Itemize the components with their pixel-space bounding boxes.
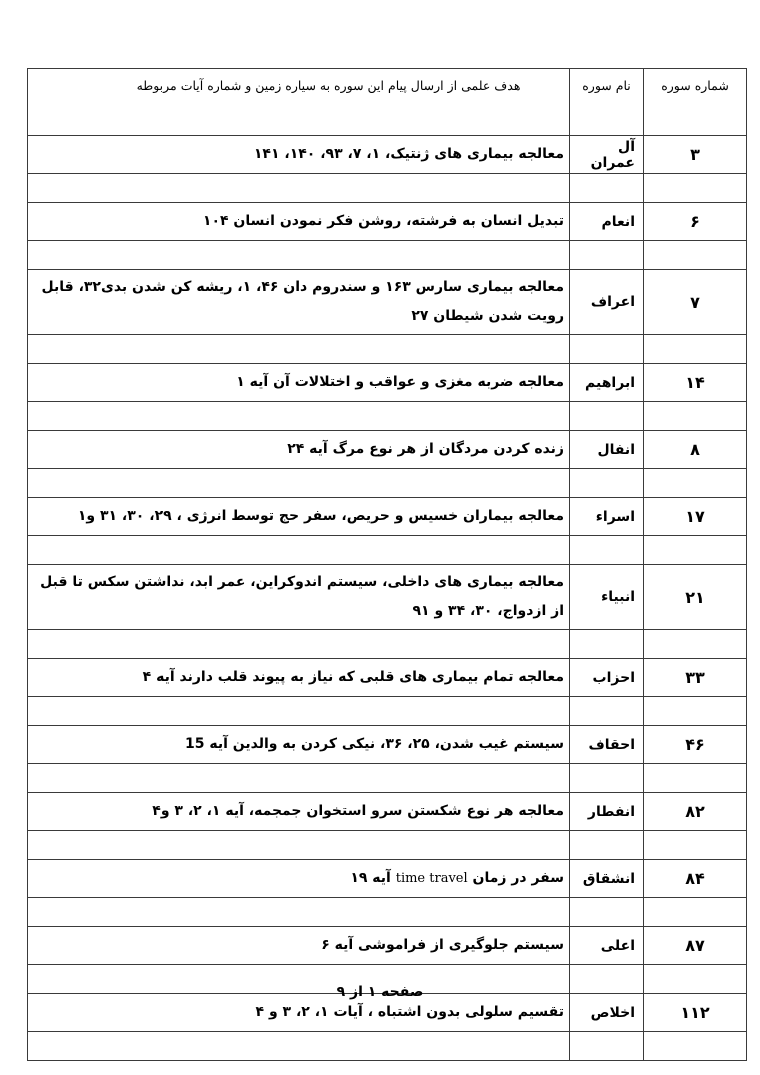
- empty-row: [28, 697, 747, 726]
- table-row: [28, 136, 747, 174]
- surah-table: [27, 68, 747, 1061]
- surah-number: ۸۴: [644, 860, 747, 898]
- table-row: [28, 431, 747, 469]
- surah-goal: معالجه بیماری های داخلی، سیستم اندوکراین، عمر ابد، نداشتن سکس تا قبل از ازدواج، ۳۰، ۳۴ و ۹۱: [28, 565, 570, 630]
- surah-name: انفطار: [570, 793, 644, 831]
- surah-name: انشقاق: [570, 860, 644, 898]
- surah-goal: [28, 860, 570, 898]
- surah-name: انبیاء: [570, 565, 644, 630]
- surah-name: آل عمران: [570, 136, 644, 174]
- surah-number: ۳۳: [644, 659, 747, 697]
- surah-number: ۱۷: [644, 498, 747, 536]
- empty-row: [28, 764, 747, 793]
- empty-row: [28, 898, 747, 927]
- table-row: [28, 364, 747, 402]
- table-row: [28, 498, 747, 536]
- page-footer: صفحه ۱ از ۹: [336, 984, 424, 1000]
- goal-text-latin: time travel: [395, 871, 468, 886]
- surah-goal: معالجه هر نوع شکستن سرو استخوان جمجمه، آیه ۱، ۲، ۳ و۴: [28, 793, 570, 831]
- table-row: [28, 659, 747, 697]
- empty-row: [28, 536, 747, 565]
- surah-name: اسراء: [570, 498, 644, 536]
- empty-row: [28, 402, 747, 431]
- surah-goal: زنده کردن مردگان از هر نوع مرگ آیه ۲۴: [28, 431, 570, 469]
- header-goal: هدف علمی از ارسال پیام این سوره به سیاره زمین و شماره آیات مربوطه: [28, 69, 570, 136]
- empty-row: [28, 1032, 747, 1061]
- surah-goal: سیستم غیب شدن، ۲۵، ۳۶، نیکی کردن به والدین آیه 15: [28, 726, 570, 764]
- empty-row: [28, 831, 747, 860]
- surah-name: انفال: [570, 431, 644, 469]
- surah-number: ۸: [644, 431, 747, 469]
- table-row: [28, 203, 747, 241]
- table-row: [28, 726, 747, 764]
- surah-number: ۸۲: [644, 793, 747, 831]
- surah-goal: معالجه بیماری سارس ۱۶۳ و سندروم دان ۴۶، ۱، ریشه کن شدن بدی۳۲، قابل رویت شدن شیطان ۲۷: [28, 270, 570, 335]
- empty-row: [28, 469, 747, 498]
- surah-number: ۴۶: [644, 726, 747, 764]
- surah-name: ابراهیم: [570, 364, 644, 402]
- goal-text-pre: سفر در زمان: [472, 870, 564, 886]
- goal-text-post: آیه ۱۹: [350, 870, 391, 886]
- table-header-row: [28, 69, 747, 136]
- table-row: [28, 927, 747, 965]
- surah-number: ۸۷: [644, 927, 747, 965]
- surah-name: احزاب: [570, 659, 644, 697]
- surah-number: ۲۱: [644, 565, 747, 630]
- table-row: [28, 565, 747, 630]
- surah-number: ۳: [644, 136, 747, 174]
- surah-number: ۷: [644, 270, 747, 335]
- empty-row: [28, 630, 747, 659]
- surah-name: اعراف: [570, 270, 644, 335]
- surah-number: ۱۱۲: [644, 994, 747, 1032]
- surah-name: اعلی: [570, 927, 644, 965]
- surah-number: ۶: [644, 203, 747, 241]
- surah-goal: تقسیم سلولی بدون اشتباه ، آیات ۱، ۲، ۳ و ۴: [28, 994, 570, 1032]
- empty-row: [28, 335, 747, 364]
- surah-goal: سیستم جلوگیری از فراموشی آیه ۶: [28, 927, 570, 965]
- surah-goal: معالجه ضربه مغزی و عواقب و اختلالات آن آیه ۱: [28, 364, 570, 402]
- table-row: [28, 270, 747, 335]
- surah-name: انعام: [570, 203, 644, 241]
- table-row: [28, 860, 747, 898]
- empty-row: [28, 174, 747, 203]
- header-number: شماره سوره: [644, 69, 747, 136]
- surah-number: ۱۴: [644, 364, 747, 402]
- surah-name: احقاف: [570, 726, 644, 764]
- empty-row: [28, 241, 747, 270]
- header-name: نام سوره: [570, 69, 644, 136]
- surah-goal: معالجه بیماران خسیس و حریص، سفر حج توسط انرژی ، ۲۹، ۳۰، ۳۱ و۱: [28, 498, 570, 536]
- surah-goal: تبدیل انسان به فرشته، روشن فکر نمودن انسان ۱۰۴: [28, 203, 570, 241]
- surah-goal: معالجه تمام بیماری های قلبی که نیاز به پیوند قلب دارند آیه ۴: [28, 659, 570, 697]
- surah-name: اخلاص: [570, 994, 644, 1032]
- table-row: [28, 793, 747, 831]
- surah-goal: معالجه بیماری های ژنتیک، ۱، ۷، ۹۳، ۱۴۰، ۱۴۱: [28, 136, 570, 174]
